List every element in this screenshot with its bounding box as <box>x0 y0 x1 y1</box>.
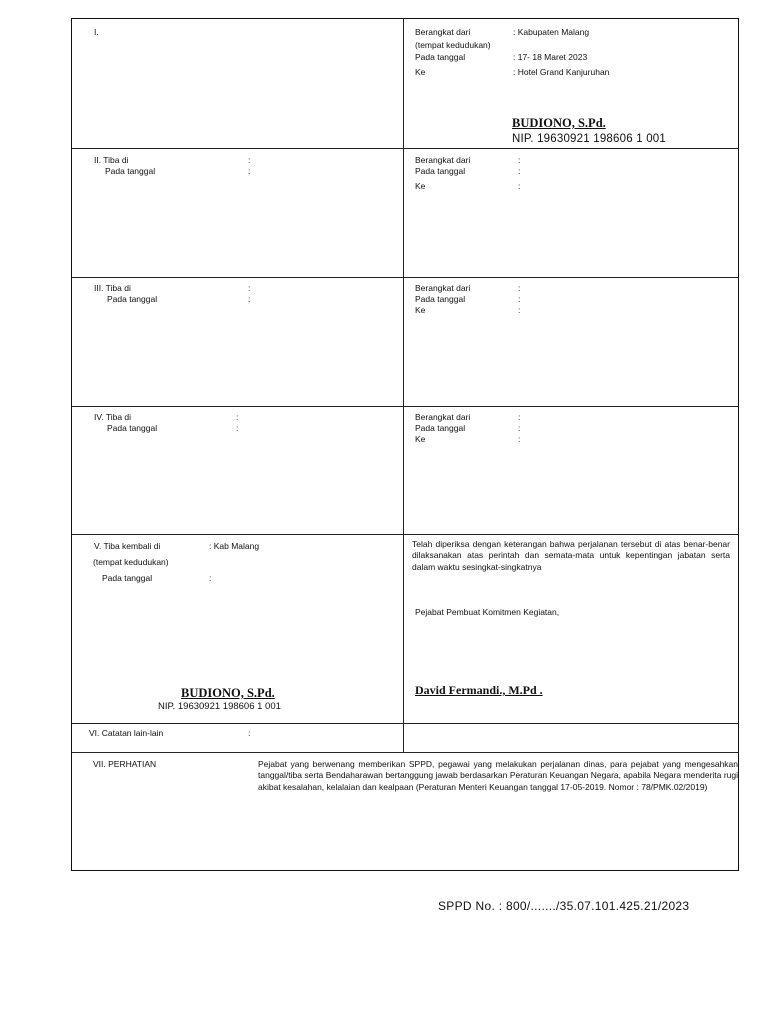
section-3-ke-colon: : <box>518 305 521 315</box>
section-2-pada-tanggal-right-colon: : <box>518 166 521 176</box>
section-1-berangkat-dari-value: : Kabupaten Malang <box>513 27 590 37</box>
section-5-official-title: Pejabat Pembuat Komitmen Kegiatan, <box>415 607 560 617</box>
section-4-tiba-label: IV. Tiba di <box>94 412 132 422</box>
section-1-tempat-kedudukan-label: (tempat kedudukan) <box>415 40 491 50</box>
divider-row-5 <box>72 723 738 724</box>
section-2-ke-label: Ke <box>415 181 426 191</box>
section-3-tiba-colon: : <box>248 283 251 293</box>
section-4-pada-tanggal-right-label: Pada tanggal <box>415 423 466 433</box>
section-3-tiba-label: III. Tiba di <box>94 283 131 293</box>
divider-row-2 <box>72 277 738 278</box>
divider-row-6 <box>72 752 738 753</box>
section-5-tiba-kembali-value: : Kab Malang <box>209 541 260 551</box>
section-1-ke-label: Ke <box>415 67 426 77</box>
section-4-pada-tanggal-right-colon: : <box>518 423 521 433</box>
section-3-ke-label: Ke <box>415 305 426 315</box>
section-2-berangkat-dari-colon: : <box>518 155 521 165</box>
section-2-pada-tanggal-colon: : <box>248 166 251 176</box>
section-2-berangkat-dari-label: Berangkat dari <box>415 155 471 165</box>
section-7-label: VII. PERHATIAN <box>93 759 157 769</box>
section-2-pada-tanggal-right-label: Pada tanggal <box>415 166 466 176</box>
section-1-signer-nip: NIP. 19630921 198606 1 001 <box>512 133 666 145</box>
section-5-verification-text: Telah diperiksa dengan keterangan bahwa perjalanan tersebut di atas benar-benar dilaksanakan atas perintah dan semata-mata untuk kepentingan jabatan serta dalam waktu sesingkat-singkatnya <box>412 539 730 572</box>
section-1-pada-tanggal-value: : 17- 18 Maret 2023 <box>513 52 588 62</box>
divider-row-4 <box>72 534 738 535</box>
section-5-signer-nip: NIP. 19630921 198606 1 001 <box>158 701 281 712</box>
section-3-berangkat-dari-label: Berangkat dari <box>415 283 471 293</box>
section-4-ke-colon: : <box>518 434 521 444</box>
sppd-back-form <box>71 18 739 871</box>
section-6-colon: : <box>248 728 251 738</box>
section-6-label: VI. Catatan lain-lain <box>89 728 164 738</box>
section-5-tiba-kembali-label: V. Tiba kembali di <box>94 541 161 551</box>
section-4-pada-tanggal-label: Pada tanggal <box>107 423 158 433</box>
section-7-attention-text: Pejabat yang berwenang memberikan SPPD, pegawai yang melakukan perjalanan dinas, para pejabat yang mengesahkan tanggal/tiba serta Bendaharawan bertanggung jawab berdasarkan Peraturan Keuangan Negara, apabila Negara menderita rugi akibat kesalahan, kelalaian dan kealpaan (Peraturan Menteri Keuangan tanggal 17-05-2019. Nomor : 78/PMK.02/2019) <box>258 759 738 792</box>
section-1-berangkat-dari-label: Berangkat dari <box>415 27 471 37</box>
section-1-signer-name: BUDIONO, S.Pd. <box>512 116 606 130</box>
section-4-pada-tanggal-colon: : <box>236 423 239 433</box>
section-4-tiba-colon: : <box>236 412 239 422</box>
section-5-pada-tanggal-label: Pada tanggal <box>102 573 153 583</box>
section-1-pada-tanggal-label: Pada tanggal <box>415 52 466 62</box>
section-4-berangkat-dari-colon: : <box>518 412 521 422</box>
section-2-tiba-label: II. Tiba di <box>94 155 129 165</box>
section-5-tempat-kedudukan-label: (tempat kedudukan) <box>93 557 169 567</box>
section-1-number: I. <box>94 27 99 37</box>
section-2-pada-tanggal-label: Pada tanggal <box>105 166 156 176</box>
section-3-pada-tanggal-right-colon: : <box>518 294 521 304</box>
section-5-pada-tanggal-colon: : <box>209 573 212 583</box>
section-1-ke-value: : Hotel Grand Kanjuruhan <box>513 67 610 77</box>
section-3-berangkat-dari-colon: : <box>518 283 521 293</box>
sppd-number: SPPD No. : 800/......./35.07.101.425.21/2023 <box>438 899 690 913</box>
section-4-berangkat-dari-label: Berangkat dari <box>415 412 471 422</box>
section-3-pada-tanggal-label: Pada tanggal <box>107 294 158 304</box>
divider-row-3 <box>72 406 738 407</box>
section-3-pada-tanggal-colon: : <box>248 294 251 304</box>
column-divider <box>403 19 404 752</box>
divider-row-1 <box>72 148 738 149</box>
section-3-pada-tanggal-right-label: Pada tanggal <box>415 294 466 304</box>
section-5-signer-name: BUDIONO, S.Pd. <box>181 686 275 700</box>
section-5-official-name: David Fermandi., M.Pd . <box>415 683 543 697</box>
section-2-ke-colon: : <box>518 181 521 191</box>
section-2-tiba-colon: : <box>248 155 251 165</box>
section-4-ke-label: Ke <box>415 434 426 444</box>
